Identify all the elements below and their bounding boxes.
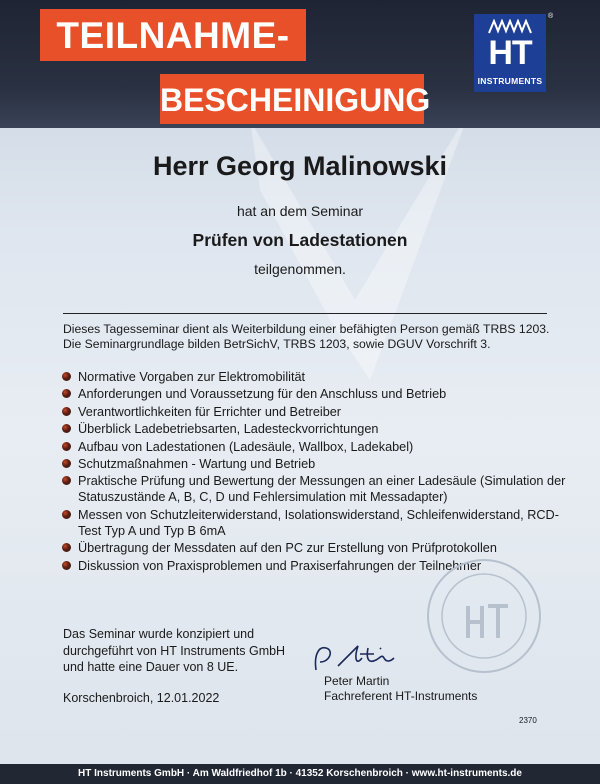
registered-mark: ® [548,13,554,20]
bullet-icon [62,476,71,485]
list-item [60,439,570,455]
intro-text [63,322,563,352]
topic-text: Schutzmaßnahmen - Wartung und Betrieb [78,456,316,471]
closing-line-3: und hatte eine Dauer von 8 UE. [63,660,239,674]
logo-subtitle: INSTRUMENTS [477,76,543,86]
bullet-icon [62,407,71,416]
topic-text: Überblick Ladebetriebsarten, Ladesteckvorrichtungen [78,422,379,437]
list-item [60,473,570,505]
title-line-1: TEILNAHME- [40,9,306,61]
title-line-2: BESCHEINIGUNG [160,74,424,124]
bullet-icon [62,442,71,451]
bullet-icon [62,510,71,519]
footer: HT Instruments GmbH · Am Waldfriedhof 1b · 41352 Korschenbroich · www.ht-instruments.de [0,764,600,784]
topic-text: Anforderungen und Voraussetzung für den Anschluss und Betrieb [78,387,447,402]
logo-letters: HT [488,34,532,72]
bullet-icon [62,561,71,570]
seminar-intro-line: hat an dem Seminar [236,203,364,219]
topic-text: Übertragung der Messdaten auf den PC zur Erstellung von Prüfprotokollen [78,541,497,556]
bullet-icon [62,372,71,381]
list-item [60,456,570,472]
list-item [60,507,570,539]
topic-text: Verantwortlichkeiten für Errichter und Betreiber [78,404,342,419]
topic-text: Normative Vorgaben zur Elektromobilität [78,370,306,384]
closing-text [63,626,303,676]
logo-wave-icon [488,19,532,35]
topic-list [60,369,570,575]
signer-name: Peter Martin [324,674,390,688]
list-item [60,369,570,385]
topic-text: Praktische Prüfung und Bewertung der Messungen an einer Ladesäule (Simulation der Statuszustände A, B, C, D und Fehlersimulation mit Messadapter) [78,474,566,505]
seminar-title: Prüfen von Ladestationen [192,230,408,250]
bullet-icon [62,389,71,398]
topic-text: Diskussion von Praxisproblemen und Praxiserfahrungen der Teilnehmer [78,558,482,573]
topic-text: Messen von Schutzleiterwiderstand, Isolationswiderstand, Schleifenwiderstand, RCD-Test Typ A und Typ B 6mA [78,507,559,538]
embossed-seal [424,556,544,676]
bullet-icon [62,424,71,433]
document-code: 2370 [519,716,537,725]
closing-line-2: durchgeführt von HT Instruments GmbH [63,643,286,658]
place-date: Korschenbroich, 12.01.2022 [63,691,220,705]
list-item [60,421,570,437]
list-item [60,404,570,420]
participant-name: Herr Georg Malinowski [152,151,448,181]
divider [63,313,547,314]
signer-role: Fachreferent HT-Instruments [324,689,478,703]
participated-line: teilgenommen. [254,261,346,277]
ht-instruments-logo [474,14,546,92]
bullet-icon [62,543,71,552]
intro-line-1: Dieses Tagesseminar dient als Weiterbildung einer befähigten Person gemäß TRBS 1203. [63,322,550,336]
intro-line-2: Die Seminargrundlage bilden BetrSichV, TRBS 1203, sowie DGUV Vorschrift 3. [63,337,491,351]
topic-text: Aufbau von Ladestationen (Ladesäule, Wallbox, Ladekabel) [78,439,414,454]
handwritten-signature [310,636,420,678]
closing-line-1: Das Seminar wurde konzipiert und [63,627,255,641]
list-item [60,540,570,556]
bullet-icon [62,459,71,468]
list-item [60,386,570,402]
